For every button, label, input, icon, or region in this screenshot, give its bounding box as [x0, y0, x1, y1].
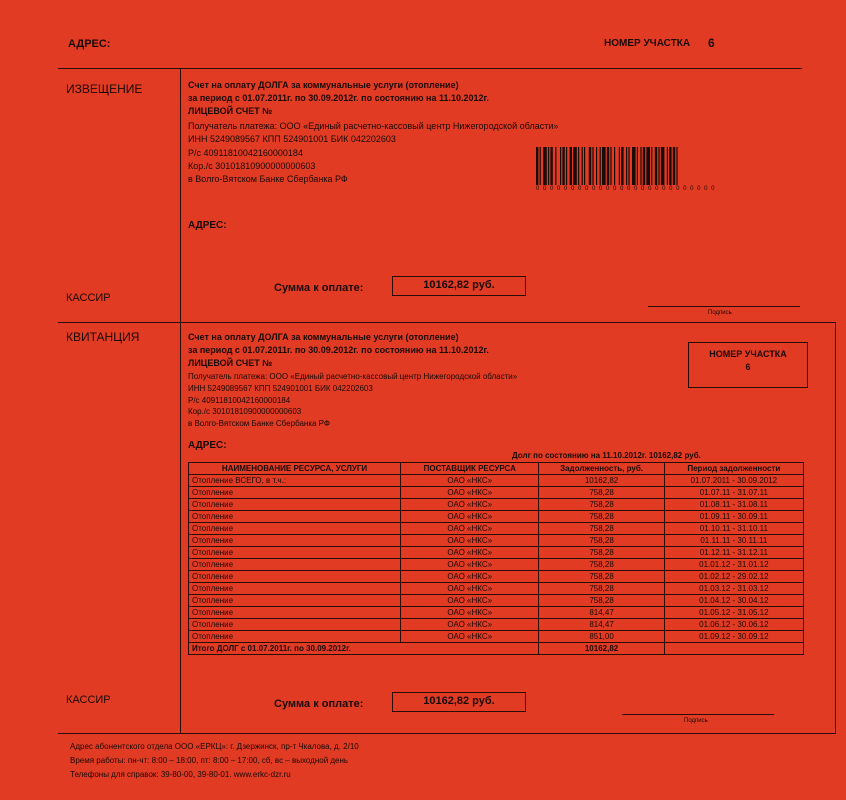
barcode-bar — [536, 147, 538, 185]
barcode-bar — [570, 147, 572, 185]
cell-period: 01.12.11 - 31.12.11 — [664, 547, 803, 559]
cell-period: 01.04.12 - 30.04.12 — [664, 595, 803, 607]
footer-address: Адрес абонентского отдела ООО «ЕРКЦ»: г. Дзержинск, пр-т Чкалова, д. 2/10 — [70, 742, 359, 751]
cell-supplier: ОАО «НКС» — [401, 499, 539, 511]
barcode-bar — [589, 147, 591, 185]
cell-supplier: ОАО «НКС» — [401, 487, 539, 499]
cell-supplier: ОАО «НКС» — [401, 523, 539, 535]
receipt-cashier-label: КАССИР — [66, 694, 111, 706]
cell-period: 01.10.11 - 31.10.11 — [664, 523, 803, 535]
table-row — [189, 583, 804, 595]
cell-period: 01.03.12 - 31.03.12 — [664, 583, 803, 595]
footer-phones: Телефоны для справок: 39-80-00, 39-80-01. www.erkc-dzr.ru — [70, 770, 291, 779]
cell-period: 01.09.12 - 30.09.12 — [664, 631, 803, 643]
total-empty — [664, 643, 803, 655]
notice-line: Кор./с 30101810900000000603 — [188, 161, 316, 171]
cell-resource: Отопление ВСЕГО, в т.ч.: — [189, 475, 401, 487]
total-label: Итого ДОЛГ с 01.07.2011г. по 30.09.2012г. — [189, 643, 539, 655]
barcode-bar — [626, 147, 627, 185]
footer-hours: Время работы: пн-чт: 8:00 – 18:00, пт: 8:00 – 17:00, сб, вс – выходной день — [70, 756, 349, 765]
table-row — [189, 499, 804, 511]
receipt-line: в Волго-Вятском Банке Сбербанка РФ — [188, 419, 331, 428]
header-plot-number: 6 — [708, 36, 715, 50]
barcode-bar — [550, 147, 552, 185]
cell-resource: Отопление — [189, 535, 401, 547]
receipt-plot-box-number: 6 — [745, 362, 751, 372]
table-row — [189, 547, 804, 559]
cell-resource: Отопление — [189, 595, 401, 607]
receipt-line: ЛИЦЕВОЙ СЧЕТ № — [188, 358, 273, 368]
barcode-bar — [646, 147, 650, 185]
cell-period: 01.07.11 - 31.07.11 — [664, 487, 803, 499]
cell-period: 01.02.12 - 29.02.12 — [664, 571, 803, 583]
notice-line: ЛИЦЕВОЙ СЧЕТ № — [188, 106, 273, 116]
cell-debt: 851,00 — [539, 631, 664, 643]
cell-debt: 758,28 — [539, 547, 664, 559]
receipt-line: Кор./с 30101810900000000603 — [188, 407, 302, 416]
notice-line: ИНН 5249089567 КПП 524901001 БИК 042202603 — [188, 134, 396, 144]
notice-cashier-label: КАССИР — [66, 292, 111, 304]
cell-debt: 10162,82 — [539, 475, 664, 487]
notice-sum-label: Сумма к оплате: — [274, 282, 364, 294]
cell-supplier: ОАО «НКС» — [401, 583, 539, 595]
notice-line: в Волго-Вятском Банке Сбербанка РФ — [188, 174, 348, 184]
barcode-bar — [566, 147, 567, 185]
cell-supplier: ОАО «НКС» — [401, 535, 539, 547]
table-row — [189, 571, 804, 583]
cell-debt: 758,28 — [539, 595, 664, 607]
column-header-supplier: ПОСТАВЩИК РЕСУРСА — [401, 463, 539, 475]
cell-resource: Отопление — [189, 547, 401, 559]
cell-debt: 758,28 — [539, 523, 664, 535]
header-address-label: АДРЕС: — [68, 38, 111, 50]
barcode-bar — [669, 147, 671, 185]
cell-supplier: ОАО «НКС» — [401, 619, 539, 631]
receipt-plot-box — [688, 342, 808, 388]
barcode-bar — [584, 147, 585, 185]
cell-supplier: ОАО «НКС» — [401, 631, 539, 643]
total-value: 10162,82 — [539, 643, 664, 655]
cell-resource: Отопление — [189, 631, 401, 643]
receipt-line: Счет на оплату ДОЛГА за коммунальные услуги (отопление) — [188, 332, 459, 342]
table-row — [189, 607, 804, 619]
notice-signature-caption: Подпись — [708, 310, 732, 316]
table-row — [189, 475, 804, 487]
barcode-bar — [560, 147, 561, 185]
notice-line: за период с 01.07.2011г. по 30.09.2012г. по состоянию на 11.10.2012г. — [188, 93, 489, 103]
table-row — [189, 487, 804, 499]
barcode-bar — [661, 147, 665, 185]
barcode-digits: 0 0 0 0 0 0 0 0 0 0 0 0 0 0 0 0 0 0 0 0 0 0 0 0 0 0 — [536, 186, 716, 192]
barcode-bar — [651, 147, 652, 185]
table-row — [189, 535, 804, 547]
barcode-bar — [578, 147, 579, 185]
cell-debt: 758,28 — [539, 583, 664, 595]
barcode-bar — [640, 147, 641, 185]
barcode-bar — [658, 147, 659, 185]
cell-supplier: ОАО «НКС» — [401, 475, 539, 487]
barcode-bar — [592, 147, 593, 185]
cell-debt: 758,28 — [539, 571, 664, 583]
table-row — [189, 619, 804, 631]
cell-period: 01.05.12 - 31.05.12 — [664, 607, 803, 619]
column-header-resource: НАИМЕНОВАНИЕ РЕСУРСА, УСЛУГИ — [189, 463, 401, 475]
column-header-period: Период задолженности — [664, 463, 803, 475]
cell-period: 01.09.11 - 30.09.11 — [664, 511, 803, 523]
barcode-bar — [600, 147, 601, 185]
barcode-bar — [607, 147, 609, 185]
table-row — [189, 559, 804, 571]
debt-table — [188, 462, 804, 655]
barcode-bar — [628, 147, 629, 185]
cell-supplier: ОАО «НКС» — [401, 559, 539, 571]
barcode-bar — [573, 147, 577, 185]
barcode-bar — [619, 147, 620, 185]
notice-line: Р/с 40911810042160000184 — [188, 148, 303, 158]
receipt-sum-label: Сумма к оплате: — [274, 698, 364, 710]
table-row — [189, 523, 804, 535]
cell-resource: Отопление — [189, 511, 401, 523]
barcode-bar — [621, 147, 623, 185]
notice-line: Счет на оплату ДОЛГА за коммунальные услуги (отопление) — [188, 80, 459, 90]
barcode-bar — [637, 147, 638, 185]
cell-resource: Отопление — [189, 523, 401, 535]
notice-section-label: ИЗВЕЩЕНИЕ — [66, 82, 143, 96]
receipt-signature-caption: Подпись — [684, 718, 708, 724]
barcode-bar — [548, 147, 549, 185]
barcode-bar — [555, 147, 556, 185]
barcode-bar — [562, 147, 564, 185]
debt-table-total-row — [189, 643, 804, 655]
barcode-bar — [643, 147, 645, 185]
cell-resource: Отопление — [189, 487, 401, 499]
barcode-bar — [602, 147, 606, 185]
cell-supplier: ОАО «НКС» — [401, 511, 539, 523]
receipt-plot-box-label: НОМЕР УЧАСТКА — [709, 349, 787, 359]
cell-debt: 814,47 — [539, 607, 664, 619]
notice-sum-value: 10162,82 руб. — [392, 276, 526, 296]
cell-supplier: ОАО «НКС» — [401, 571, 539, 583]
cell-period: 01.11.11 - 30.11.11 — [664, 535, 803, 547]
barcode-bar — [632, 147, 636, 185]
barcode-bar — [676, 147, 677, 185]
receipt-debt-caption: Долг по состоянию на 11.10.2012г. 10162,82 руб. — [512, 451, 701, 460]
cell-period: 01.07.2011 - 30.09.2012 — [664, 475, 803, 487]
table-row — [189, 595, 804, 607]
cell-debt: 758,28 — [539, 535, 664, 547]
cell-debt: 758,28 — [539, 499, 664, 511]
barcode-bar — [614, 147, 615, 185]
cell-debt: 758,28 — [539, 559, 664, 571]
receipt-line: Получатель платежа: ООО «Единый расчетно-кассовый центр Нижегородской области» — [188, 372, 518, 381]
cell-supplier: ОАО «НКС» — [401, 547, 539, 559]
cell-period: 01.06.12 - 30.06.12 — [664, 619, 803, 631]
barcode-bar — [582, 147, 583, 185]
receipt-section-label: КВИТАНЦИЯ — [66, 330, 140, 344]
table-row — [189, 631, 804, 643]
debt-table-header-row — [189, 463, 804, 475]
barcode-bar — [543, 147, 547, 185]
receipt-line: Р/с 40911810042160000184 — [188, 396, 291, 405]
cell-resource: Отопление — [189, 571, 401, 583]
cell-resource: Отопление — [189, 607, 401, 619]
barcode-bar — [610, 147, 611, 185]
header-plot-label: НОМЕР УЧАСТКА — [604, 38, 691, 49]
cell-period: 01.01.12 - 31.01.12 — [664, 559, 803, 571]
barcode-bar — [667, 147, 668, 185]
cell-period: 01.08.11 - 31.08.11 — [664, 499, 803, 511]
cell-resource: Отопление — [189, 499, 401, 511]
receipt-address-label: АДРЕС: — [188, 440, 227, 451]
barcode-bar — [655, 147, 657, 185]
cell-supplier: ОАО «НКС» — [401, 595, 539, 607]
barcode-bar — [540, 147, 541, 185]
barcode-bar — [673, 147, 675, 185]
receipt-line: за период с 01.07.2011г. по 30.09.2012г. по состоянию на 11.10.2012г. — [188, 345, 489, 355]
receipt-sum-value: 10162,82 руб. — [392, 692, 526, 712]
receipt-line: ИНН 5249089567 КПП 524901001 БИК 042202603 — [188, 384, 373, 393]
cell-resource: Отопление — [189, 619, 401, 631]
column-header-debt: Задолженность, руб. — [539, 463, 664, 475]
barcode-bar — [596, 147, 597, 185]
barcode — [536, 147, 786, 185]
cell-debt: 758,28 — [539, 511, 664, 523]
cell-supplier: ОАО «НКС» — [401, 607, 539, 619]
cell-debt: 814,47 — [539, 619, 664, 631]
table-row — [189, 511, 804, 523]
notice-line: Получатель платежа: ООО «Единый расчетно-кассовый центр Нижегородской области» — [188, 121, 559, 131]
cell-resource: Отопление — [189, 559, 401, 571]
notice-address-label: АДРЕС: — [188, 220, 227, 231]
cell-resource: Отопление — [189, 583, 401, 595]
cell-debt: 758,28 — [539, 487, 664, 499]
